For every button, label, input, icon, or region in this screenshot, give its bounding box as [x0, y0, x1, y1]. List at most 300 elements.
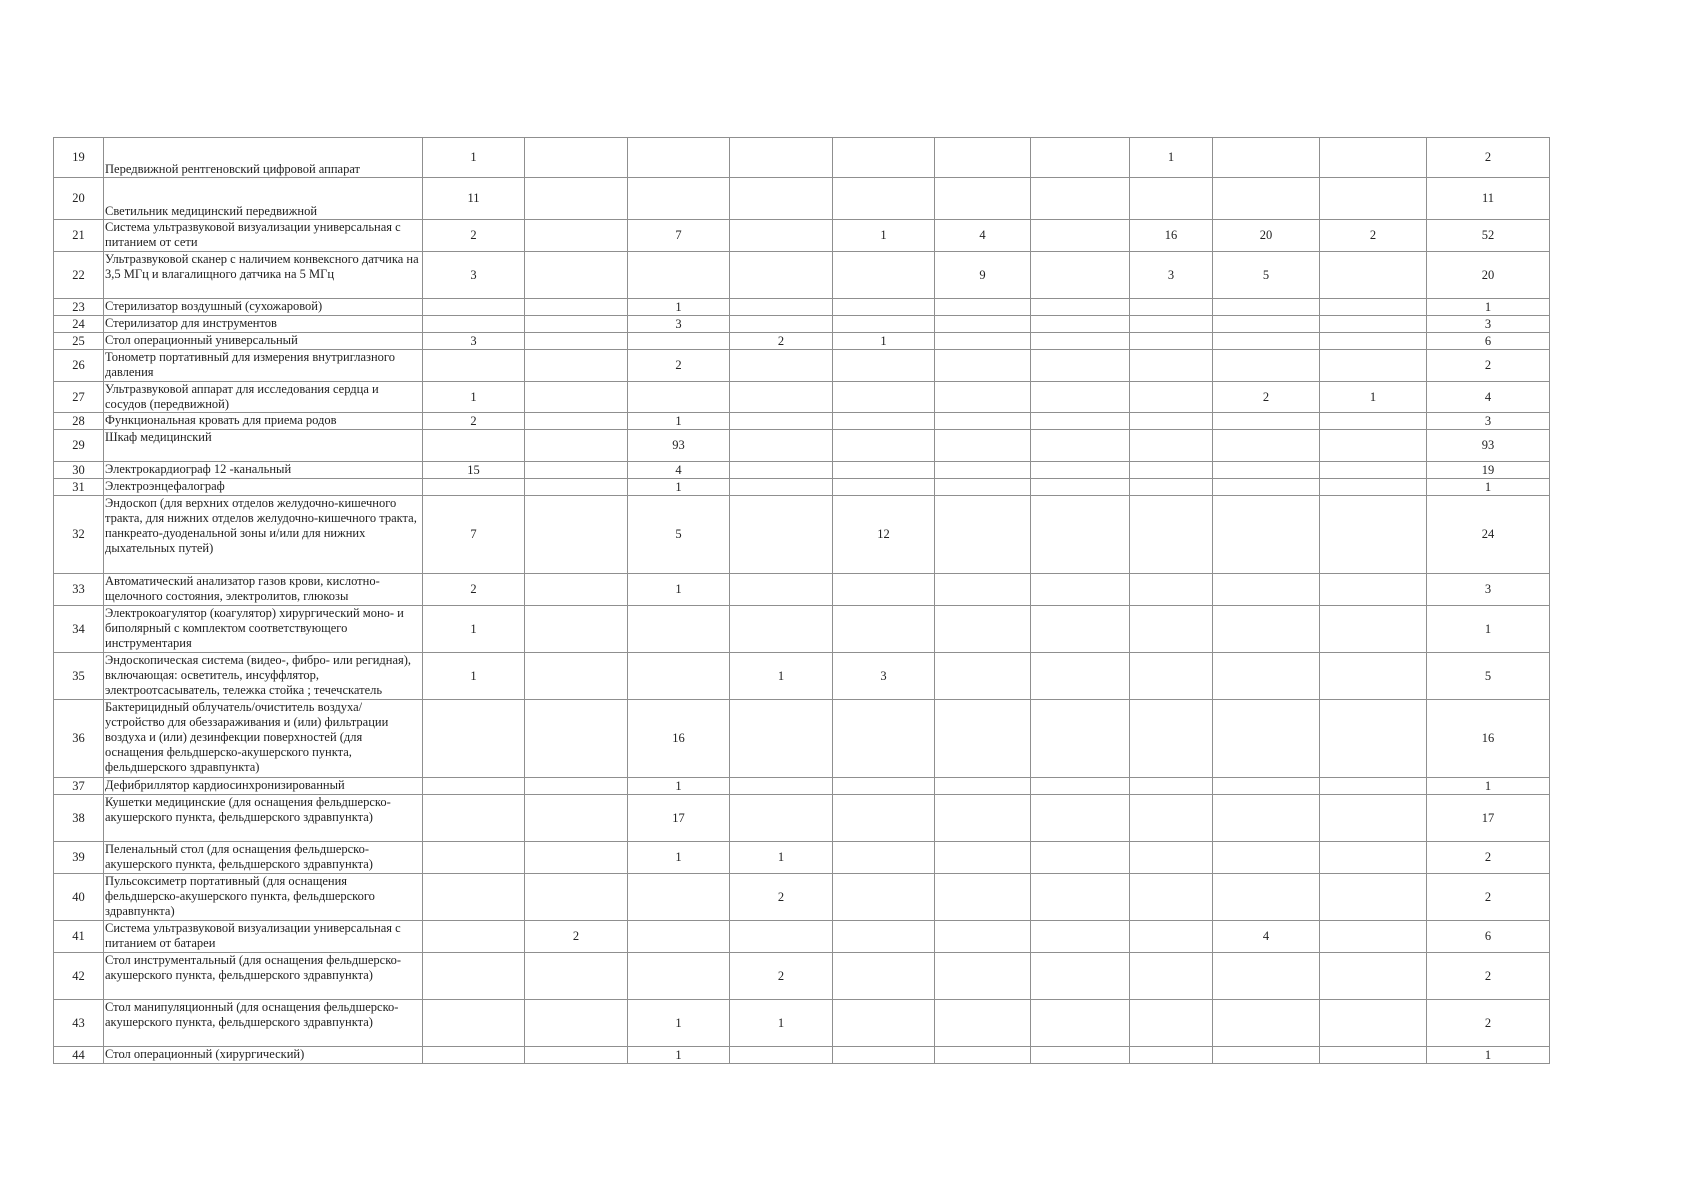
quantity-cell	[935, 382, 1031, 413]
quantity-cell	[1130, 413, 1213, 430]
quantity-cell	[1130, 350, 1213, 382]
quantity-cell: 1	[628, 1047, 730, 1064]
table-row	[54, 842, 1550, 874]
quantity-cell	[525, 299, 628, 316]
quantity-cell	[730, 795, 833, 842]
equipment-name: Стол манипуляционный (для оснащения фельдшерско-акушерского пункта, фельдшерского здравпункта)	[104, 1000, 423, 1047]
equipment-name: Пульсоксиметр портативный (для оснащения фельдшерско-акушерского пункта, фельдшерского здравпункта)	[104, 874, 423, 921]
quantity-cell	[730, 350, 833, 382]
quantity-cell	[833, 138, 935, 178]
table-row	[54, 333, 1550, 350]
row-number: 19	[54, 138, 104, 178]
table-row	[54, 653, 1550, 700]
quantity-cell	[1130, 1000, 1213, 1047]
quantity-cell	[1213, 316, 1320, 333]
quantity-cell	[1320, 795, 1427, 842]
row-number: 42	[54, 953, 104, 1000]
quantity-cell	[730, 574, 833, 606]
quantity-cell: 16	[1130, 220, 1213, 252]
quantity-cell	[1031, 653, 1130, 700]
table-row	[54, 316, 1550, 333]
quantity-cell	[1320, 462, 1427, 479]
quantity-cell: 20	[1213, 220, 1320, 252]
quantity-cell	[1130, 653, 1213, 700]
quantity-cell	[1320, 606, 1427, 653]
quantity-cell	[1130, 333, 1213, 350]
quantity-cell: 3	[628, 316, 730, 333]
quantity-cell	[1031, 350, 1130, 382]
quantity-cell	[1320, 778, 1427, 795]
total-cell: 3	[1427, 316, 1550, 333]
quantity-cell: 2	[1320, 220, 1427, 252]
quantity-cell	[1320, 413, 1427, 430]
quantity-cell	[833, 1047, 935, 1064]
equipment-name: Эндоскопическая система (видео-, фибро- или регидная), включающая: осветитель, инсуффлятор, электроотсасыватель, тележка стойка ; течечскатель	[104, 653, 423, 700]
quantity-cell	[935, 778, 1031, 795]
quantity-cell	[833, 430, 935, 462]
quantity-cell	[935, 953, 1031, 1000]
equipment-name: Стерилизатор воздушный (сухожаровой)	[104, 299, 423, 316]
quantity-cell	[1320, 700, 1427, 778]
quantity-cell	[423, 299, 525, 316]
total-cell: 6	[1427, 333, 1550, 350]
quantity-cell	[833, 1000, 935, 1047]
quantity-cell	[1213, 430, 1320, 462]
quantity-cell	[525, 1047, 628, 1064]
quantity-cell	[1213, 299, 1320, 316]
quantity-cell	[1213, 778, 1320, 795]
quantity-cell	[628, 953, 730, 1000]
equipment-name: Стол операционный (хирургический)	[104, 1047, 423, 1064]
quantity-cell	[1130, 496, 1213, 574]
quantity-cell	[1130, 430, 1213, 462]
equipment-name: Электроэнцефалограф	[104, 479, 423, 496]
quantity-cell	[1031, 1000, 1130, 1047]
quantity-cell: 2	[730, 333, 833, 350]
total-cell: 2	[1427, 842, 1550, 874]
quantity-cell	[1031, 430, 1130, 462]
table-body	[54, 138, 1550, 1064]
quantity-cell	[1320, 1047, 1427, 1064]
row-number: 22	[54, 252, 104, 299]
quantity-cell: 3	[833, 653, 935, 700]
equipment-name: Стол инструментальный (для оснащения фельдшерско-акушерского пункта, фельдшерского здравпункта)	[104, 953, 423, 1000]
quantity-cell	[1213, 842, 1320, 874]
row-number: 29	[54, 430, 104, 462]
total-cell: 2	[1427, 953, 1550, 1000]
quantity-cell: 7	[628, 220, 730, 252]
quantity-cell	[935, 178, 1031, 220]
quantity-cell	[833, 462, 935, 479]
quantity-cell	[935, 921, 1031, 953]
quantity-cell	[935, 653, 1031, 700]
quantity-cell: 1	[628, 413, 730, 430]
quantity-cell: 1	[628, 1000, 730, 1047]
row-number: 27	[54, 382, 104, 413]
quantity-cell	[730, 252, 833, 299]
quantity-cell	[833, 795, 935, 842]
row-number: 26	[54, 350, 104, 382]
table-row	[54, 606, 1550, 653]
total-cell: 24	[1427, 496, 1550, 574]
equipment-name: Тонометр портативный для измерения внутриглазного давления	[104, 350, 423, 382]
quantity-cell: 1	[833, 333, 935, 350]
quantity-cell	[935, 333, 1031, 350]
quantity-cell	[935, 700, 1031, 778]
quantity-cell	[833, 299, 935, 316]
quantity-cell	[1031, 479, 1130, 496]
quantity-cell	[628, 921, 730, 953]
total-cell: 52	[1427, 220, 1550, 252]
quantity-cell	[730, 606, 833, 653]
row-number: 36	[54, 700, 104, 778]
table-row	[54, 138, 1550, 178]
total-cell: 1	[1427, 778, 1550, 795]
quantity-cell: 2	[628, 350, 730, 382]
equipment-name: Дефибриллятор кардиосинхронизированный	[104, 778, 423, 795]
quantity-cell	[1320, 496, 1427, 574]
table-row	[54, 1047, 1550, 1064]
quantity-cell	[1130, 921, 1213, 953]
quantity-cell	[1031, 413, 1130, 430]
quantity-cell	[1031, 333, 1130, 350]
quantity-cell	[525, 138, 628, 178]
quantity-cell	[730, 430, 833, 462]
quantity-cell	[525, 653, 628, 700]
quantity-cell	[1320, 921, 1427, 953]
quantity-cell: 3	[423, 333, 525, 350]
quantity-cell: 1	[1320, 382, 1427, 413]
quantity-cell: 1	[423, 653, 525, 700]
quantity-cell: 1	[628, 574, 730, 606]
quantity-cell	[935, 138, 1031, 178]
total-cell: 1	[1427, 479, 1550, 496]
quantity-cell	[1213, 953, 1320, 1000]
row-number: 32	[54, 496, 104, 574]
quantity-cell: 4	[628, 462, 730, 479]
quantity-cell	[1031, 1047, 1130, 1064]
quantity-cell	[1320, 299, 1427, 316]
table-row	[54, 479, 1550, 496]
table-row	[54, 1000, 1550, 1047]
total-cell: 2	[1427, 874, 1550, 921]
equipment-name: Передвижной рентгеновский цифровой аппарат	[104, 138, 423, 178]
quantity-cell: 1	[423, 138, 525, 178]
quantity-cell	[730, 921, 833, 953]
quantity-cell	[1031, 252, 1130, 299]
quantity-cell	[935, 299, 1031, 316]
quantity-cell	[730, 316, 833, 333]
total-cell: 4	[1427, 382, 1550, 413]
quantity-cell: 1	[833, 220, 935, 252]
quantity-cell	[833, 700, 935, 778]
quantity-cell	[1031, 574, 1130, 606]
quantity-cell	[525, 430, 628, 462]
quantity-cell: 3	[1130, 252, 1213, 299]
quantity-cell	[935, 316, 1031, 333]
quantity-cell	[525, 413, 628, 430]
quantity-cell	[525, 606, 628, 653]
quantity-cell	[628, 333, 730, 350]
quantity-cell	[423, 874, 525, 921]
quantity-cell	[1320, 842, 1427, 874]
quantity-cell	[833, 350, 935, 382]
quantity-cell	[730, 778, 833, 795]
quantity-cell	[1031, 795, 1130, 842]
quantity-cell: 1	[730, 653, 833, 700]
quantity-cell	[1031, 874, 1130, 921]
quantity-cell	[525, 953, 628, 1000]
quantity-cell	[525, 382, 628, 413]
quantity-cell: 16	[628, 700, 730, 778]
quantity-cell: 2	[525, 921, 628, 953]
row-number: 24	[54, 316, 104, 333]
row-number: 23	[54, 299, 104, 316]
quantity-cell	[423, 479, 525, 496]
quantity-cell	[935, 1000, 1031, 1047]
quantity-cell	[730, 1047, 833, 1064]
quantity-cell	[730, 178, 833, 220]
total-cell: 1	[1427, 299, 1550, 316]
quantity-cell	[628, 178, 730, 220]
quantity-cell	[628, 606, 730, 653]
equipment-name: Система ультразвуковой визуализации универсальная с питанием от сети	[104, 220, 423, 252]
quantity-cell	[423, 430, 525, 462]
quantity-cell: 5	[1213, 252, 1320, 299]
quantity-cell	[1031, 462, 1130, 479]
equipment-name: Кушетки медицинские (для оснащения фельдшерско-акушерского пункта, фельдшерского здравпункта)	[104, 795, 423, 842]
quantity-cell	[730, 700, 833, 778]
quantity-cell	[935, 462, 1031, 479]
equipment-name: Светильник медицинский передвижной	[104, 178, 423, 220]
quantity-cell	[833, 382, 935, 413]
quantity-cell	[833, 574, 935, 606]
row-number: 43	[54, 1000, 104, 1047]
row-number: 25	[54, 333, 104, 350]
equipment-name: Электрокардиограф 12 -канальный	[104, 462, 423, 479]
quantity-cell	[833, 953, 935, 1000]
equipment-name: Электрокоагулятор (коагулятор) хирургический моно- и биполярный с комплектом соответствующего инструментария	[104, 606, 423, 653]
quantity-cell	[423, 316, 525, 333]
quantity-cell	[525, 333, 628, 350]
quantity-cell	[833, 606, 935, 653]
quantity-cell	[1213, 413, 1320, 430]
quantity-cell	[628, 874, 730, 921]
quantity-cell	[1320, 138, 1427, 178]
quantity-cell	[628, 138, 730, 178]
quantity-cell	[730, 299, 833, 316]
equipment-name: Пеленальный стол (для оснащения фельдшерско-акушерского пункта, фельдшерского здравпункта)	[104, 842, 423, 874]
quantity-cell	[1031, 382, 1130, 413]
quantity-cell	[525, 479, 628, 496]
total-cell: 2	[1427, 138, 1550, 178]
quantity-cell	[1213, 1000, 1320, 1047]
quantity-cell	[1320, 350, 1427, 382]
quantity-cell	[833, 921, 935, 953]
total-cell: 1	[1427, 606, 1550, 653]
quantity-cell	[423, 795, 525, 842]
quantity-cell	[1031, 606, 1130, 653]
quantity-cell	[833, 316, 935, 333]
quantity-cell: 4	[1213, 921, 1320, 953]
quantity-cell	[628, 382, 730, 413]
quantity-cell	[423, 921, 525, 953]
quantity-cell	[1031, 316, 1130, 333]
table-row	[54, 778, 1550, 795]
quantity-cell: 93	[628, 430, 730, 462]
total-cell: 2	[1427, 350, 1550, 382]
table-row	[54, 382, 1550, 413]
quantity-cell	[730, 462, 833, 479]
total-cell: 19	[1427, 462, 1550, 479]
quantity-cell	[833, 178, 935, 220]
quantity-cell: 2	[423, 574, 525, 606]
quantity-cell: 2	[730, 953, 833, 1000]
table-row	[54, 299, 1550, 316]
row-number: 31	[54, 479, 104, 496]
quantity-cell	[525, 795, 628, 842]
quantity-cell	[1320, 874, 1427, 921]
row-number: 44	[54, 1047, 104, 1064]
quantity-cell	[525, 220, 628, 252]
quantity-cell: 1	[423, 382, 525, 413]
quantity-cell	[628, 653, 730, 700]
quantity-cell	[1130, 874, 1213, 921]
quantity-cell	[1130, 574, 1213, 606]
equipment-name: Ультразвуковой сканер с наличием конвексного датчика на 3,5 МГц и влагалищного датчика на 5 МГц	[104, 252, 423, 299]
quantity-cell	[1320, 574, 1427, 606]
quantity-cell	[1031, 299, 1130, 316]
row-number: 34	[54, 606, 104, 653]
quantity-cell	[1031, 842, 1130, 874]
equipment-name: Система ультразвуковой визуализации универсальная с питанием от батареи	[104, 921, 423, 953]
quantity-cell: 1	[628, 479, 730, 496]
quantity-cell	[525, 252, 628, 299]
quantity-cell	[525, 316, 628, 333]
total-cell: 93	[1427, 430, 1550, 462]
equipment-name: Шкаф медицинский	[104, 430, 423, 462]
total-cell: 5	[1427, 653, 1550, 700]
table-row	[54, 462, 1550, 479]
equipment-name: Автоматический анализатор газов крови, кислотно-щелочного состояния, электролитов, глюкозы	[104, 574, 423, 606]
quantity-cell	[423, 842, 525, 874]
quantity-cell	[1130, 778, 1213, 795]
table-row	[54, 795, 1550, 842]
quantity-cell	[1031, 778, 1130, 795]
table-row	[54, 413, 1550, 430]
quantity-cell	[1031, 138, 1130, 178]
equipment-name: Ультразвуковой аппарат для исследования сердца и сосудов (передвижной)	[104, 382, 423, 413]
equipment-name: Стерилизатор для инструментов	[104, 316, 423, 333]
quantity-cell	[1130, 795, 1213, 842]
quantity-cell	[833, 874, 935, 921]
quantity-cell: 1	[730, 1000, 833, 1047]
table-row	[54, 574, 1550, 606]
equipment-name: Функциональная кровать для приема родов	[104, 413, 423, 430]
quantity-cell	[525, 574, 628, 606]
quantity-cell	[730, 220, 833, 252]
quantity-cell	[730, 382, 833, 413]
quantity-cell	[1213, 496, 1320, 574]
row-number: 30	[54, 462, 104, 479]
total-cell: 20	[1427, 252, 1550, 299]
quantity-cell	[1130, 382, 1213, 413]
quantity-cell	[1213, 333, 1320, 350]
quantity-cell	[1320, 316, 1427, 333]
equipment-name: Эндоскоп (для верхних отделов желудочно-кишечного тракта, для нижних отделов желудочно-кишечного тракта, панкреато-дуоденальной зоны и/или для нижних дыхательных путей)	[104, 496, 423, 574]
quantity-cell	[1213, 479, 1320, 496]
quantity-cell	[1130, 462, 1213, 479]
quantity-cell	[1213, 653, 1320, 700]
quantity-cell	[525, 178, 628, 220]
quantity-cell: 2	[730, 874, 833, 921]
table-row	[54, 496, 1550, 574]
quantity-cell	[935, 874, 1031, 921]
quantity-cell	[1320, 333, 1427, 350]
quantity-cell	[1130, 299, 1213, 316]
quantity-cell: 15	[423, 462, 525, 479]
quantity-cell: 1	[423, 606, 525, 653]
table-row	[54, 874, 1550, 921]
quantity-cell	[833, 252, 935, 299]
quantity-cell: 7	[423, 496, 525, 574]
quantity-cell: 1	[730, 842, 833, 874]
quantity-cell	[1130, 1047, 1213, 1064]
total-cell: 17	[1427, 795, 1550, 842]
quantity-cell: 1	[628, 842, 730, 874]
quantity-cell	[423, 700, 525, 778]
quantity-cell	[1130, 479, 1213, 496]
quantity-cell: 1	[1130, 138, 1213, 178]
quantity-cell	[1031, 953, 1130, 1000]
total-cell: 16	[1427, 700, 1550, 778]
table-row	[54, 178, 1550, 220]
quantity-cell	[935, 413, 1031, 430]
quantity-cell	[935, 795, 1031, 842]
row-number: 28	[54, 413, 104, 430]
quantity-cell	[935, 479, 1031, 496]
quantity-cell	[1031, 178, 1130, 220]
quantity-cell	[1213, 574, 1320, 606]
quantity-cell	[525, 496, 628, 574]
quantity-cell	[935, 842, 1031, 874]
quantity-cell	[730, 479, 833, 496]
table-row	[54, 700, 1550, 778]
quantity-cell: 2	[423, 413, 525, 430]
quantity-cell	[1213, 795, 1320, 842]
quantity-cell	[1213, 874, 1320, 921]
quantity-cell	[525, 700, 628, 778]
quantity-cell	[1213, 700, 1320, 778]
row-number: 41	[54, 921, 104, 953]
quantity-cell	[1130, 953, 1213, 1000]
total-cell: 11	[1427, 178, 1550, 220]
quantity-cell	[1031, 496, 1130, 574]
quantity-cell	[1213, 138, 1320, 178]
quantity-cell: 9	[935, 252, 1031, 299]
quantity-cell	[1130, 178, 1213, 220]
quantity-cell	[1320, 1000, 1427, 1047]
quantity-cell	[1031, 700, 1130, 778]
equipment-table	[53, 137, 1550, 1064]
quantity-cell: 2	[1213, 382, 1320, 413]
quantity-cell	[1031, 921, 1130, 953]
row-number: 20	[54, 178, 104, 220]
total-cell: 6	[1427, 921, 1550, 953]
quantity-cell	[730, 496, 833, 574]
quantity-cell	[423, 350, 525, 382]
table-row	[54, 921, 1550, 953]
